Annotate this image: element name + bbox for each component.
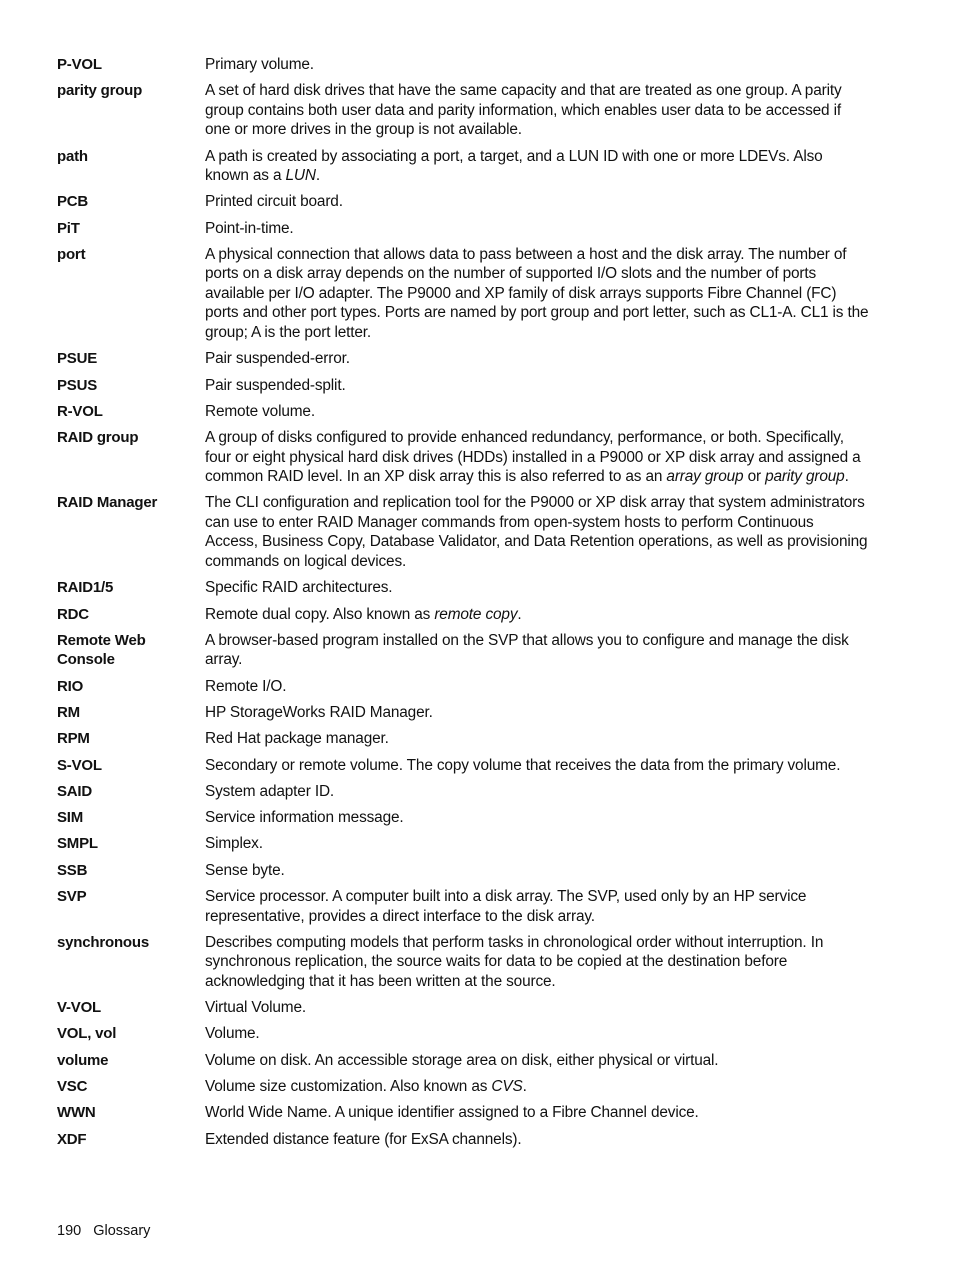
glossary-term: RDC <box>57 605 89 623</box>
glossary-term: S-VOL <box>57 756 102 774</box>
glossary-term: R-VOL <box>57 402 103 420</box>
definition-text: A group of disks configured to provide enhanced redundancy, performance, or both. Specifically, four or eight physical hard disk drives (HDDs) installed in a P9000 or XP disk array and assigned a common RAID level. In an XP disk array this is also referred to as an <box>205 429 861 486</box>
glossary-entry <box>57 1077 869 1097</box>
definition-text: HP StorageWorks RAID Manager. <box>205 703 433 721</box>
glossary-term: PiT <box>57 219 80 237</box>
definition-text: A physical connection that allows data to pass between a host and the disk array. The number of ports on a disk array depends on the number of supported I/O slots and the number of ports available per I/O adapter. The P9000 and XP family of disk arrays supports Fibre Channel (FC) ports and other port types. Ports are named by port group and port letter, such as CL1-A. CL1 is the group; A is the port letter. <box>205 245 869 341</box>
glossary-term: SIM <box>57 809 84 827</box>
definition-text: Specific RAID architectures. <box>205 579 393 597</box>
glossary-definition <box>205 428 869 487</box>
glossary-entry <box>57 782 869 802</box>
definition-text: Volume size customization. Also known as <box>205 1078 492 1096</box>
glossary-term: RAID Manager <box>57 494 158 512</box>
glossary-term: RPM <box>57 730 90 748</box>
glossary-entry <box>57 349 869 369</box>
definition-text: Secondary or remote volume. The copy volume that receives the data from the primary volume. <box>205 756 841 774</box>
glossary-definition <box>205 1077 869 1097</box>
footer-section-title: Glossary <box>93 1223 151 1239</box>
definition-text: Pair suspended-error. <box>205 350 350 368</box>
glossary-definition <box>205 219 869 239</box>
definition-text: Virtual Volume. <box>205 999 306 1017</box>
definition-emphasis: array group <box>666 468 744 486</box>
definition-emphasis: CVS <box>491 1078 523 1096</box>
glossary-definition <box>205 605 869 625</box>
glossary-entry <box>57 729 869 749</box>
glossary-definition <box>205 81 869 140</box>
glossary-list <box>57 55 869 1156</box>
glossary-entry <box>57 578 869 598</box>
definition-text: System adapter ID. <box>205 782 335 800</box>
glossary-definition <box>205 729 869 749</box>
glossary-entry <box>57 756 869 776</box>
glossary-term: PSUE <box>57 350 98 368</box>
glossary-term: volume <box>57 1051 109 1069</box>
glossary-entry <box>57 998 869 1018</box>
definition-text: . <box>522 1078 527 1096</box>
definition-text: Point-in-time. <box>205 219 294 237</box>
glossary-definition <box>205 756 869 776</box>
definition-text: Describes computing models that perform tasks in chronological order without interruption. In synchronous replication, the source waits for data to be copied at the destination before acknowledging that it has been written at the source. <box>205 933 824 990</box>
definition-text: Remote volume. <box>205 402 315 420</box>
glossary-definition <box>205 192 869 212</box>
glossary-definition <box>205 861 869 881</box>
glossary-definition <box>205 1103 869 1123</box>
glossary-definition <box>205 808 869 828</box>
glossary-entry <box>57 147 869 186</box>
definition-text: Extended distance feature (for ExSA channels). <box>205 1130 522 1148</box>
definition-text: Service information message. <box>205 809 404 827</box>
glossary-entry <box>57 402 869 422</box>
glossary-entry <box>57 81 869 140</box>
glossary-entry <box>57 428 869 487</box>
definition-text: Service processor. A computer built into a disk array. The SVP, used only by an HP service representative, provides a direct interface to the disk array. <box>205 888 807 925</box>
glossary-definition <box>205 1051 869 1071</box>
definition-text: Primary volume. <box>205 56 314 73</box>
glossary-term: SAID <box>57 782 93 800</box>
glossary-entry <box>57 1051 869 1071</box>
glossary-definition <box>205 1024 869 1044</box>
glossary-term: VSC <box>57 1078 88 1096</box>
definition-text: A set of hard disk drives that have the same capacity and that are treated as one group. A parity group contains both user data and parity information, which enables user data to be accessed if one or more drives in the group is not available. <box>205 82 842 139</box>
glossary-term: VOL, vol <box>57 1025 117 1043</box>
glossary-entry <box>57 677 869 697</box>
glossary-definition <box>205 245 869 343</box>
glossary-entry <box>57 376 869 396</box>
glossary-term: synchronous <box>57 933 149 951</box>
glossary-entry <box>57 245 869 343</box>
glossary-entry <box>57 605 869 625</box>
glossary-term: RAID group <box>57 429 139 447</box>
definition-text: Red Hat package manager. <box>205 730 389 748</box>
glossary-entry <box>57 887 869 926</box>
glossary-term: PCB <box>57 193 89 211</box>
glossary-entry <box>57 703 869 723</box>
glossary-term: parity group <box>57 82 143 100</box>
glossary-definition <box>205 631 869 670</box>
glossary-definition <box>205 349 869 369</box>
glossary-term: RIO <box>57 677 84 695</box>
definition-text: Printed circuit board. <box>205 193 343 211</box>
glossary-entry <box>57 493 869 571</box>
glossary-entry <box>57 219 869 239</box>
glossary-term: Remote Web Console <box>57 631 146 669</box>
glossary-definition <box>205 887 869 926</box>
glossary-term: V-VOL <box>57 999 102 1017</box>
glossary-term: XDF <box>57 1130 87 1148</box>
glossary-term: SMPL <box>57 835 98 853</box>
glossary-entry <box>57 192 869 212</box>
glossary-definition <box>205 147 869 186</box>
glossary-entry <box>57 808 869 828</box>
glossary-definition <box>205 578 869 598</box>
definition-text: A path is created by associating a port, a target, and a LUN ID with one or more LDEVs. Also known as a <box>205 147 823 185</box>
glossary-definition <box>205 933 869 992</box>
definition-emphasis: LUN <box>285 167 316 185</box>
glossary-definition <box>205 1130 869 1150</box>
glossary-entry <box>57 55 869 75</box>
definition-text: . <box>844 468 849 486</box>
page-footer <box>57 1221 150 1241</box>
glossary-definition <box>205 998 869 1018</box>
glossary-term: port <box>57 245 86 263</box>
definition-text: World Wide Name. A unique identifier assigned to a Fibre Channel device. <box>205 1104 699 1122</box>
glossary-entry <box>57 834 869 854</box>
definition-text: Remote dual copy. Also known as <box>205 605 435 623</box>
definition-text: Sense byte. <box>205 861 285 879</box>
glossary-definition <box>205 55 869 75</box>
glossary-term: RAID1/5 <box>57 579 114 597</box>
glossary-term: WWN <box>57 1104 96 1122</box>
glossary-entry <box>57 1130 869 1150</box>
glossary-term: SVP <box>57 888 87 906</box>
definition-text: Simplex. <box>205 835 263 853</box>
page-number: 190 <box>57 1223 82 1239</box>
glossary-entry <box>57 933 869 992</box>
glossary-definition <box>205 376 869 396</box>
glossary-definition <box>205 703 869 723</box>
glossary-definition <box>205 834 869 854</box>
glossary-entry <box>57 1103 869 1123</box>
glossary-term: path <box>57 147 88 165</box>
definition-text: Remote I/O. <box>205 677 287 695</box>
glossary-term: SSB <box>57 861 88 879</box>
definition-text: or <box>743 468 766 486</box>
glossary-definition <box>205 402 869 422</box>
definition-text: Volume. <box>205 1025 260 1043</box>
definition-text: Pair suspended-split. <box>205 376 346 394</box>
definition-text: The CLI configuration and replication tool for the P9000 or XP disk array that system administrators can use to enter RAID Manager commands from open-system hosts to perform Continuous Access, Business Copy, Database Validator, and Data Retention operations, as well as provisioning commands on logical devices. <box>205 494 868 570</box>
definition-text: Volume on disk. An accessible storage area on disk, either physical or virtual. <box>205 1051 719 1069</box>
definition-emphasis: remote copy <box>434 605 518 623</box>
glossary-term: P-VOL <box>57 56 102 73</box>
definition-text: A browser-based program installed on the SVP that allows you to configure and manage the disk array. <box>205 631 849 669</box>
definition-emphasis: parity group <box>765 468 845 486</box>
glossary-entry <box>57 631 869 670</box>
glossary-definition <box>205 677 869 697</box>
glossary-term: RM <box>57 703 80 721</box>
definition-text: . <box>517 605 522 623</box>
glossary-entry <box>57 861 869 881</box>
glossary-definition <box>205 782 869 802</box>
glossary-term: PSUS <box>57 376 98 394</box>
definition-text: . <box>315 167 320 185</box>
glossary-definition <box>205 493 869 571</box>
glossary-entry <box>57 1024 869 1044</box>
